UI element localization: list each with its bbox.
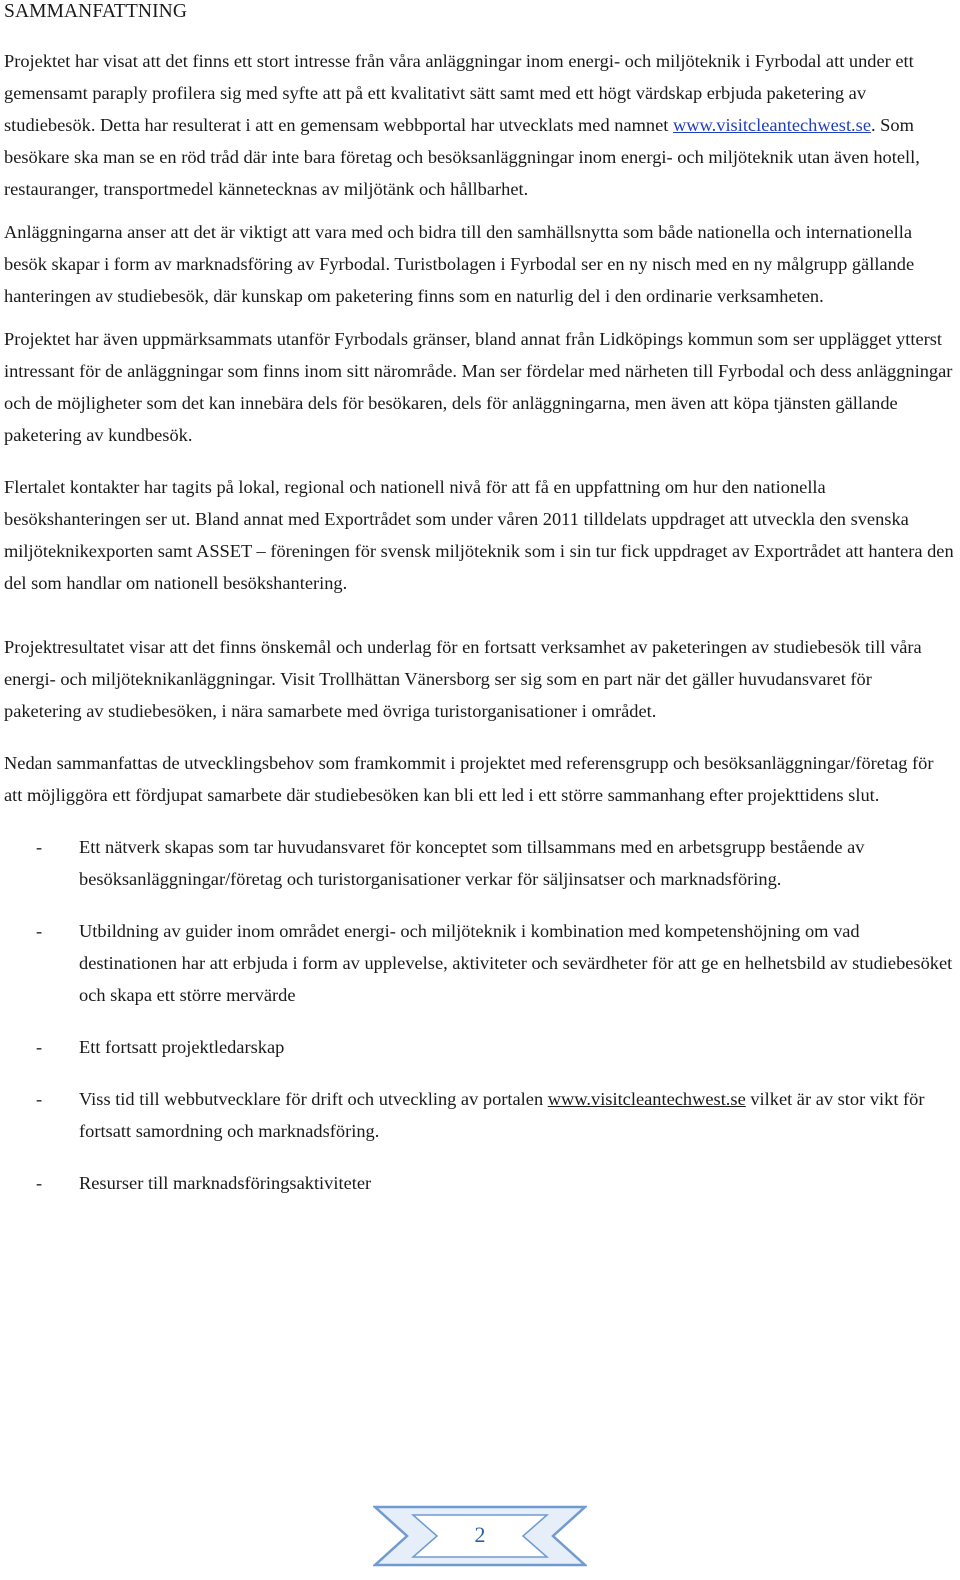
- list-item: [4, 1167, 954, 1199]
- paragraph-needs-intro: Nedan sammanfattas de utvecklingsbehov som framkommit i projektet med referensgrupp och besöksanläggningar/företag för att möjliggöra ett fördjupat samarbete där studiebesöken kan bli ett led i ett större sammanhang efter projekttidens slut.: [4, 753, 934, 805]
- list-item: [4, 831, 954, 895]
- paragraph-results: Projektresultatet visar att det finns önskemål och underlag för en fortsatt verksamhet av paketeringen av studiebesök till våra energi- och miljöteknikanläggningar. Visit Trollhättan Vänersborg ser sig som en part när det gäller huvudansvaret för paketering av studiebesöken, i nära samarbete med övriga turistorganisationer i området.: [4, 637, 922, 721]
- list-dash: -: [36, 1089, 43, 1109]
- document-body: [4, 0, 954, 1219]
- page-number: 2: [474, 1522, 486, 1547]
- list-dash: -: [36, 1037, 43, 1057]
- list-item-text: Ett fortsatt projektledarskap: [79, 1037, 285, 1057]
- list-item: [4, 1083, 954, 1147]
- page-title: SAMMANFATTNING: [4, 1, 188, 22]
- list-item-text: [79, 1089, 925, 1141]
- needs-list: [4, 831, 954, 1199]
- list-item-text: Resurser till marknadsföringsaktiviteter: [79, 1173, 372, 1193]
- list-item-text-before: Viss tid till webbutvecklare för drift och utveckling av portalen: [79, 1089, 548, 1109]
- paragraph-intro: [4, 45, 954, 205]
- page-number-badge: [373, 1505, 587, 1567]
- list-dash: -: [36, 837, 43, 857]
- website-link[interactable]: www.visitcleantechwest.se: [673, 115, 871, 135]
- paragraph-intro-text-2: . Som besökare ska man se en röd tråd där inte bara företag och besöksanläggningar inom energi- och miljöteknik utan även hotell, restauranger, transportmedel kännetecknas av miljötänk och hållbarhet.: [4, 115, 920, 199]
- list-item: [4, 1031, 954, 1063]
- paragraph-intro-text-1: Projektet har visat att det finns ett stort intresse från våra anläggningar inom energi- och miljöteknik i Fyrbodal att under ett gemensamt paraply profilera sig med syfte att på ett kvalitativt sätt samt med ett högt värdskap erbjuda paketering av studiebesök. Detta har resulterat i att en gemensam webbportal har utvecklats med namnet: [4, 51, 914, 135]
- list-item-text-after: vilket är av stor vikt för fortsatt samordning och marknadsföring.: [79, 1089, 925, 1141]
- list-item-text: Utbildning av guider inom området energi- och miljöteknik i kombination med kompetenshöjning om vad destinationen har att erbjuda i form av upplevelse, aktiviteter och sevärdheter för att ge en helhetsbild av studiebesöket och skapa ett större mervärde: [79, 921, 953, 1005]
- list-item: [4, 915, 954, 1011]
- list-dash: -: [36, 921, 43, 941]
- list-dash: -: [36, 1173, 43, 1193]
- paragraph-attention: Projektet har även uppmärksammats utanför Fyrbodals gränser, bland annat från Lidköpings kommun som ser upplägget ytterst intressant för de anläggningar som finns inom sitt närområde. Man ser fördelar med närheten till Fyrbodal och dess anläggningar och de möjligheter som det kan innebära dels för besökaren, dels för anläggningarna, men även att köpa tjänsten gällande paketering av kundbesök.: [4, 329, 953, 445]
- paragraph-contacts: Flertalet kontakter har tagits på lokal, regional och nationell nivå för att få en uppfattning om hur den nationella besökshanteringen ser ut. Bland annat med Exportrådet som under våren 2011 tilldelats uppdraget att utveckla den svenska miljöteknikexporten samt ASSET – föreningen för svensk miljöteknik som i sin tur fick uppdraget av Exportrådet att hantera den del som handlar om nationell besökshantering.: [4, 477, 954, 593]
- list-item-text: Ett nätverk skapas som tar huvudansvaret för konceptet som tillsammans med en arbetsgrupp bestående av besöksanläggningar/företag och turistorganisationer verkar för säljinsatser och marknadsföring.: [79, 837, 865, 889]
- paragraph-facilities: Anläggningarna anser att det är viktigt att vara med och bidra till den samhällsnytta som både nationella och internationella besök skapar i form av marknadsföring av Fyrbodal. Turistbolagen i Fyrbodal ser en ny nisch med en ny målgrupp gällande hanteringen av studiebesök, där kunskap om paketering finns som en naturlig del i den ordinarie verksamheten.: [4, 222, 915, 306]
- portal-link[interactable]: www.visitcleantechwest.se: [547, 1089, 746, 1109]
